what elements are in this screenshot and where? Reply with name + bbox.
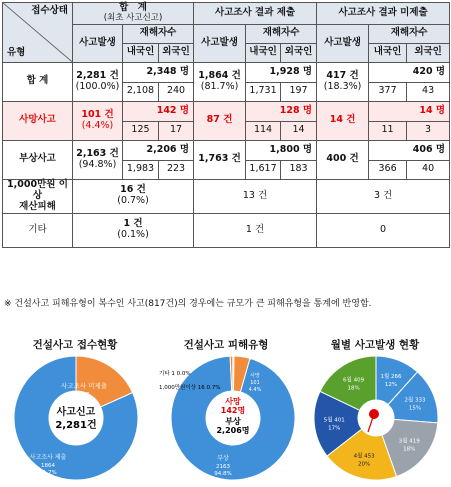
death-submitted-victims: 128 명	[246, 101, 317, 121]
row-label-total: 합 계	[3, 62, 73, 101]
cell-foreign: 223	[159, 160, 194, 179]
corner-header	[3, 3, 73, 63]
cell-domestic: 2,108	[123, 82, 159, 101]
other-total: 1 건 (0.1%)	[73, 213, 194, 247]
chart2-donut	[157, 352, 295, 484]
chart3-pct-3: 20%	[358, 461, 371, 468]
chart1-center-value: 2,281건	[55, 420, 97, 431]
death-accidents: 101 건 (4.4%)	[73, 101, 123, 140]
chart2-value-injury: 2163	[216, 464, 230, 470]
chart3-pct-2: 18%	[403, 446, 416, 453]
injury-submitted-accidents: 1,763 건	[194, 140, 246, 179]
chart3-label-4: 5월 401	[323, 417, 345, 424]
chart1-pct-submitted: 81.7%	[39, 470, 57, 476]
group-not-submitted-header: 사고조사 결과 미제출	[317, 3, 450, 25]
not-submitted-victims: 420 명	[369, 62, 450, 82]
total-victims: 2,348 명	[123, 62, 194, 82]
col-foreign: 외국인	[281, 43, 317, 62]
other-not-submitted: 0	[317, 213, 450, 247]
chart1-label-unsubmitted: 사고조사 미제출	[60, 382, 108, 390]
cell-domestic: 114	[246, 121, 281, 140]
corner-top-label: 접수상태	[31, 5, 68, 16]
chart3-label-0: 1월 266	[380, 373, 402, 380]
chart2-center-value2: 2,206명	[216, 426, 250, 435]
chart3-pct-0: 12%	[384, 381, 398, 388]
cell-foreign: 240	[159, 82, 194, 101]
cell-foreign: 43	[407, 82, 450, 101]
chart3-donut	[308, 352, 444, 484]
cell-foreign: 17	[159, 121, 194, 140]
col-domestic: 내국인	[369, 43, 407, 62]
chart3-pct-4: 17%	[328, 425, 341, 432]
submitted-accidents: 1,864 건 (81.7%)	[194, 62, 246, 101]
submitted-victims: 1,928 명	[246, 62, 317, 82]
col-domestic: 내국인	[123, 43, 159, 62]
total-accidents: 2,281 건 (100.0%)	[73, 62, 123, 101]
chart2-center-value1: 142명	[220, 406, 246, 415]
chart2-value-death: 101	[250, 380, 260, 386]
chart3-label-1: 2월 333	[404, 397, 426, 404]
group-total-sub: (최초 사고신고)	[103, 12, 163, 23]
chart2-slice-3	[233, 356, 234, 391]
cell-domestic: 125	[123, 121, 159, 140]
col-victims-not-submitted: 재해자수	[369, 24, 450, 43]
chart1-value-unsubmitted: 417	[78, 392, 90, 398]
cell-foreign: 3	[407, 121, 450, 140]
other-submitted: 1 건	[194, 213, 317, 247]
property-submitted: 13 건	[194, 179, 317, 213]
col-foreign: 외국인	[407, 43, 450, 62]
chart1-center-label: 사고신고	[56, 407, 96, 418]
death-not-submitted-victims: 14 명	[369, 101, 450, 121]
col-accidents-submitted: 사고발생	[194, 24, 246, 62]
footnote: ※ 건설사고 피해유형이 복수인 사고(817건)의 경우에는 규모가 큰 피해유형을 통계에 반영함.	[4, 299, 372, 309]
col-accidents-not-submitted: 사고발생	[317, 24, 369, 62]
cell-domestic: 377	[369, 82, 407, 101]
accident-stats-table	[2, 2, 450, 248]
chart2-title: 건설사고 피해유형	[183, 339, 269, 351]
cell-domestic: 1,617	[246, 160, 281, 179]
chart2-pct-death: 4.4%	[248, 387, 262, 393]
chart1-value-submitted: 1864	[41, 463, 55, 469]
col-victims-submitted: 재해자수	[246, 24, 317, 43]
cell-foreign: 197	[281, 82, 317, 101]
row-label-property: 1,000만원 이상 재산피해	[3, 179, 73, 213]
chart2-label-death: 사망	[250, 373, 260, 379]
chart2-label-other: 기타 1 0.0%	[159, 371, 191, 377]
injury-submitted-victims: 1,800 명	[246, 140, 317, 160]
cell-foreign: 183	[281, 160, 317, 179]
group-submitted-header: 사고조사 결과 제출	[194, 3, 317, 25]
corner-bottom-label: 유형	[7, 46, 26, 58]
chart1-pct-unsubmitted: 18.3%	[75, 399, 93, 405]
injury-not-submitted-victims: 406 명	[369, 140, 450, 160]
chart3-label-3: 4월 453	[353, 453, 375, 460]
col-foreign: 외국인	[159, 43, 194, 62]
chart3-pct-5: 18%	[347, 385, 360, 392]
chart2-center-label2: 부상	[225, 417, 241, 426]
chart1-label-submitted: 사고조사 제출	[29, 454, 67, 461]
death-not-submitted-accidents: 14 건	[317, 101, 369, 140]
col-victims-total: 재해자수	[123, 24, 194, 43]
cell-domestic: 366	[369, 160, 407, 179]
chart3-title: 월별 사고발생 현황	[330, 339, 420, 351]
chart3-label-2: 3월 419	[398, 438, 420, 445]
row-label-death: 사망사고	[3, 101, 73, 140]
cell-domestic: 1,731	[246, 82, 281, 101]
death-submitted-accidents: 87 건	[194, 101, 246, 140]
cell-foreign: 14	[281, 121, 317, 140]
chart2-center-label1: 사망	[225, 397, 241, 406]
not-submitted-accidents: 417 건 (18.3%)	[317, 62, 369, 101]
death-victims: 142 명	[123, 101, 194, 121]
cell-domestic: 11	[369, 121, 407, 140]
property-not-submitted: 3 건	[317, 179, 450, 213]
row-label-injury: 부상사고	[3, 140, 73, 179]
chart1-donut	[8, 352, 144, 484]
group-total-label: 합 계	[119, 2, 147, 13]
chart2-label-property: 1,000만원이상 16 0.7%	[159, 385, 221, 391]
group-total-header	[73, 3, 194, 25]
injury-victims: 2,206 명	[123, 140, 194, 160]
chart2-pct-injury: 94.8%	[214, 471, 232, 477]
chart3-pct-1: 15%	[408, 405, 422, 412]
property-total: 16 건 (0.7%)	[73, 179, 194, 213]
injury-not-submitted-accidents: 400 건	[317, 140, 369, 179]
chart2-label-injury: 부상	[217, 455, 229, 462]
chart1-title: 건설사고 접수현황	[32, 339, 118, 351]
col-accidents-total: 사고발생	[73, 24, 123, 62]
cell-foreign: 40	[407, 160, 450, 179]
cell-domestic: 1,983	[123, 160, 159, 179]
row-label-other: 기타	[3, 213, 73, 247]
injury-accidents: 2,163 건 (94.8%)	[73, 140, 123, 179]
col-domestic: 내국인	[246, 43, 281, 62]
chart3-label-5: 6월 409	[343, 377, 365, 384]
